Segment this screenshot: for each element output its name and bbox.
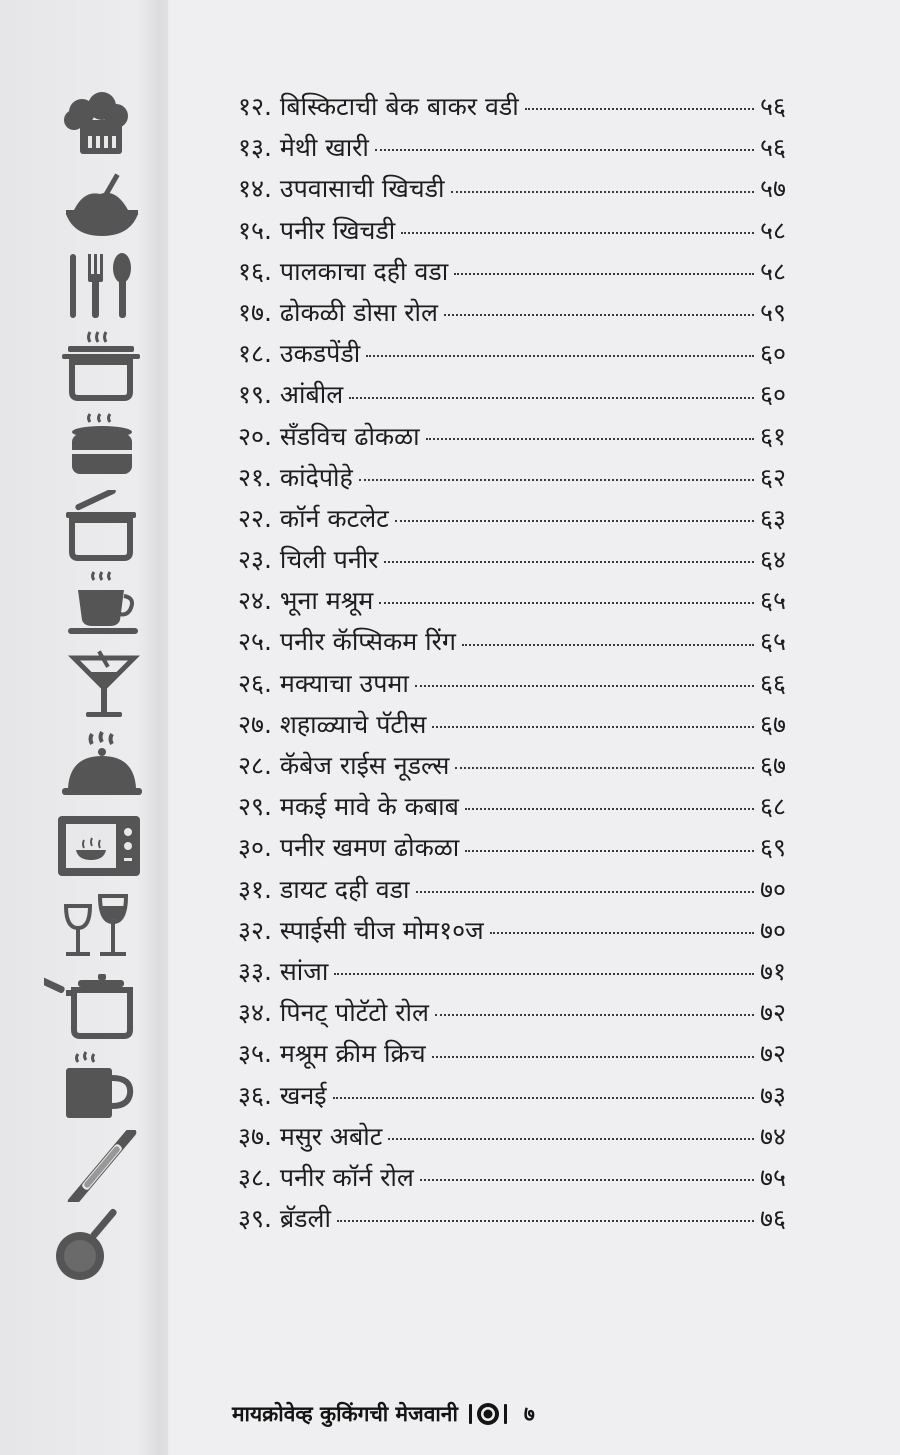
toc-entry-page: ६९ <box>760 833 787 863</box>
toc-entry-page: ७० <box>760 874 787 904</box>
toc-entry-title: १७. ढोकळी डोसा रोल <box>238 297 438 327</box>
toc-dot-leader <box>462 644 754 646</box>
book-title: मायक्रोवेव्ह कुकिंगची मेजवानी <box>232 1402 458 1426</box>
toc-entry <box>238 1033 798 1074</box>
toc-entry <box>238 580 798 621</box>
toc-dot-leader <box>465 808 754 810</box>
toc-entry-title: २९. मकई मावे के कबाब <box>238 792 459 822</box>
toc-dot-leader <box>465 850 754 852</box>
toc-entry <box>238 539 798 580</box>
toc-entry <box>238 704 798 745</box>
toc-entry <box>238 663 798 704</box>
toc-dot-leader <box>333 1097 755 1099</box>
toc-entry-page: ७२ <box>760 1039 787 1069</box>
toc-entry-page: ७३ <box>760 1080 787 1110</box>
toc-entry <box>238 1116 798 1157</box>
toc-dot-leader <box>490 932 754 934</box>
toc-entry-title: ३६. खनई <box>238 1080 327 1110</box>
toc-entry-page: ६७ <box>760 709 787 739</box>
toc-dot-leader <box>525 108 754 110</box>
toc-entry <box>238 374 798 415</box>
toc-entry-page: ६३ <box>760 503 787 533</box>
rice-bowl-icon <box>44 170 144 242</box>
toc-entry-title: २५. पनीर कॅप्सिकम रिंग <box>238 627 456 657</box>
cake-icon <box>44 410 144 482</box>
toc-dot-leader <box>384 561 754 563</box>
toc-dot-leader <box>416 891 754 893</box>
toc-entry <box>238 168 798 209</box>
toc-entry <box>238 457 798 498</box>
toc-entry <box>238 910 798 951</box>
toc-entry <box>238 786 798 827</box>
rolling-pin-icon <box>44 1130 144 1202</box>
toc-entry-page: ६४ <box>760 545 787 575</box>
page-gutter-shadow <box>140 0 172 1455</box>
toc-dot-leader <box>366 355 754 357</box>
toc-entry <box>238 86 798 127</box>
wine-glasses-icon <box>44 890 144 962</box>
toc-entry-title: १८. उकडपेंडी <box>238 339 361 369</box>
page-number: ७ <box>523 1402 535 1426</box>
toc-dot-leader <box>388 1138 754 1140</box>
toc-entry-title: २३. चिली पनीर <box>238 545 379 575</box>
toc-entry <box>238 498 798 539</box>
chef-hat-icon <box>44 90 144 162</box>
toc-dot-leader <box>334 973 754 975</box>
toc-entry-title: १६. पालकाचा दही वडा <box>238 256 449 286</box>
toc-entry-page: ६० <box>760 339 787 369</box>
toc-entry-page: ६० <box>760 380 787 410</box>
toc-entry-page: ५६ <box>760 133 787 163</box>
toc-entry-page: ६८ <box>760 792 787 822</box>
toc-entry-page: ७६ <box>760 1204 787 1234</box>
toc-entry-title: ३७. मसुर अबोट <box>238 1121 383 1151</box>
toc-entry-title: १९. आंबील <box>238 380 344 410</box>
toc-entry-page: ५८ <box>760 256 787 286</box>
cutlery-icon <box>44 250 144 322</box>
toc-entry <box>238 745 798 786</box>
coffee-cup-icon <box>44 570 144 642</box>
toc-entry-title: २०. सँडविच ढोकळा <box>238 421 420 451</box>
saucepan-icon <box>44 970 144 1042</box>
toc-dot-leader <box>359 479 754 481</box>
toc-entry-title: २६. मक्याचा उपमा <box>238 668 409 698</box>
toc-dot-leader <box>426 438 754 440</box>
toc-dot-leader <box>415 685 754 687</box>
toc-entry-title: २१. कांदेपोहे <box>238 462 353 492</box>
toc-entry-title: ३२. स्पाईसी चीज मोम१०ज <box>238 915 484 945</box>
plate-logo-icon <box>468 1401 508 1427</box>
toc-entry-page: ६२ <box>760 462 787 492</box>
microwave-icon <box>44 810 144 882</box>
toc-entry-title: ३३. सांजा <box>238 956 329 986</box>
toc-dot-leader <box>435 1014 754 1016</box>
toc-entry-page: ६१ <box>760 421 787 451</box>
toc-entry-page: ७५ <box>760 1162 787 1192</box>
toc-entry-page: ७१ <box>760 956 787 986</box>
toc-dot-leader <box>444 314 754 316</box>
page-footer <box>232 1394 632 1434</box>
toc-dot-leader <box>379 602 754 604</box>
serving-cloche-icon <box>44 730 144 802</box>
toc-entry-title: १५. पनीर खिचडी <box>238 215 396 245</box>
toc-dot-leader <box>420 1179 754 1181</box>
toc-entry-title: २८. कॅबेज राईस नूडल्स <box>238 751 450 780</box>
toc-entry-title: २७. शहाळ्याचे पॅटीस <box>238 709 427 739</box>
cocktail-glass-icon <box>44 650 144 722</box>
decorative-sidebar <box>0 0 168 1455</box>
toc-entry-title: ३८. पनीर कॉर्न रोल <box>238 1162 414 1192</box>
toc-entry <box>238 416 798 457</box>
toc-dot-leader <box>432 726 754 728</box>
toc-dot-leader <box>451 191 755 193</box>
toc-entry <box>238 1157 798 1198</box>
toc-entry <box>238 951 798 992</box>
toc-entry-page: ६५ <box>760 586 787 616</box>
toc-entry-page: ७० <box>760 915 787 945</box>
toc-entry <box>238 869 798 910</box>
toc-dot-leader <box>395 520 754 522</box>
toc-entry <box>238 827 798 868</box>
toc-entry-page: ७४ <box>760 1121 787 1151</box>
toc-entry-page: ५८ <box>760 215 787 245</box>
toc-entry-page: ५९ <box>760 297 787 327</box>
toc-entry-title: ३९. ब्रॅडली <box>238 1204 331 1234</box>
table-of-contents <box>238 86 798 1239</box>
toc-entry-title: ३४. पिनट् पोटॅटो रोल <box>238 998 429 1028</box>
toc-entry-title: ३१. डायट दही वडा <box>238 874 410 904</box>
toc-entry-title: १४. उपवासाची खिचडी <box>238 174 445 204</box>
toc-dot-leader <box>337 1220 754 1222</box>
mug-icon <box>44 1050 144 1122</box>
toc-dot-leader <box>454 273 754 275</box>
toc-entry-page: ७२ <box>760 998 787 1028</box>
toc-dot-leader <box>375 149 754 151</box>
toc-entry <box>238 992 798 1033</box>
steaming-pot-icon <box>44 330 144 402</box>
toc-entry <box>238 127 798 168</box>
toc-dot-leader <box>401 232 754 234</box>
toc-entry-page: ५७ <box>760 174 787 204</box>
toc-entry-title: २२. कॉर्न कटलेट <box>238 503 389 533</box>
toc-entry-title: २४. भूना मश्रूम <box>238 586 374 616</box>
toc-dot-leader <box>432 1056 754 1058</box>
toc-entry <box>238 333 798 374</box>
toc-entry <box>238 1075 798 1116</box>
toc-entry <box>238 210 798 251</box>
toc-entry-page: ६५ <box>760 627 787 657</box>
pot-with-lid-icon <box>44 490 144 562</box>
toc-entry-title: ३५. मश्रूम क्रीम क्रिच <box>238 1039 426 1069</box>
toc-entry <box>238 251 798 292</box>
toc-entry-title: १३. मेथी खारी <box>238 133 369 163</box>
toc-entry <box>238 292 798 333</box>
toc-entry-title: ३०. पनीर खमण ढोकळा <box>238 833 460 863</box>
toc-entry-page: ५६ <box>760 92 787 121</box>
toc-entry-page: ६७ <box>760 751 787 780</box>
toc-entry <box>238 621 798 662</box>
toc-entry-page: ६६ <box>760 668 787 698</box>
frying-pan-icon <box>44 1208 144 1280</box>
toc-entry-title: १२. बिस्किटाची बेक बाकर वडी <box>238 92 519 121</box>
toc-dot-leader <box>455 767 754 769</box>
toc-dot-leader <box>349 397 754 399</box>
toc-entry <box>238 1198 798 1239</box>
